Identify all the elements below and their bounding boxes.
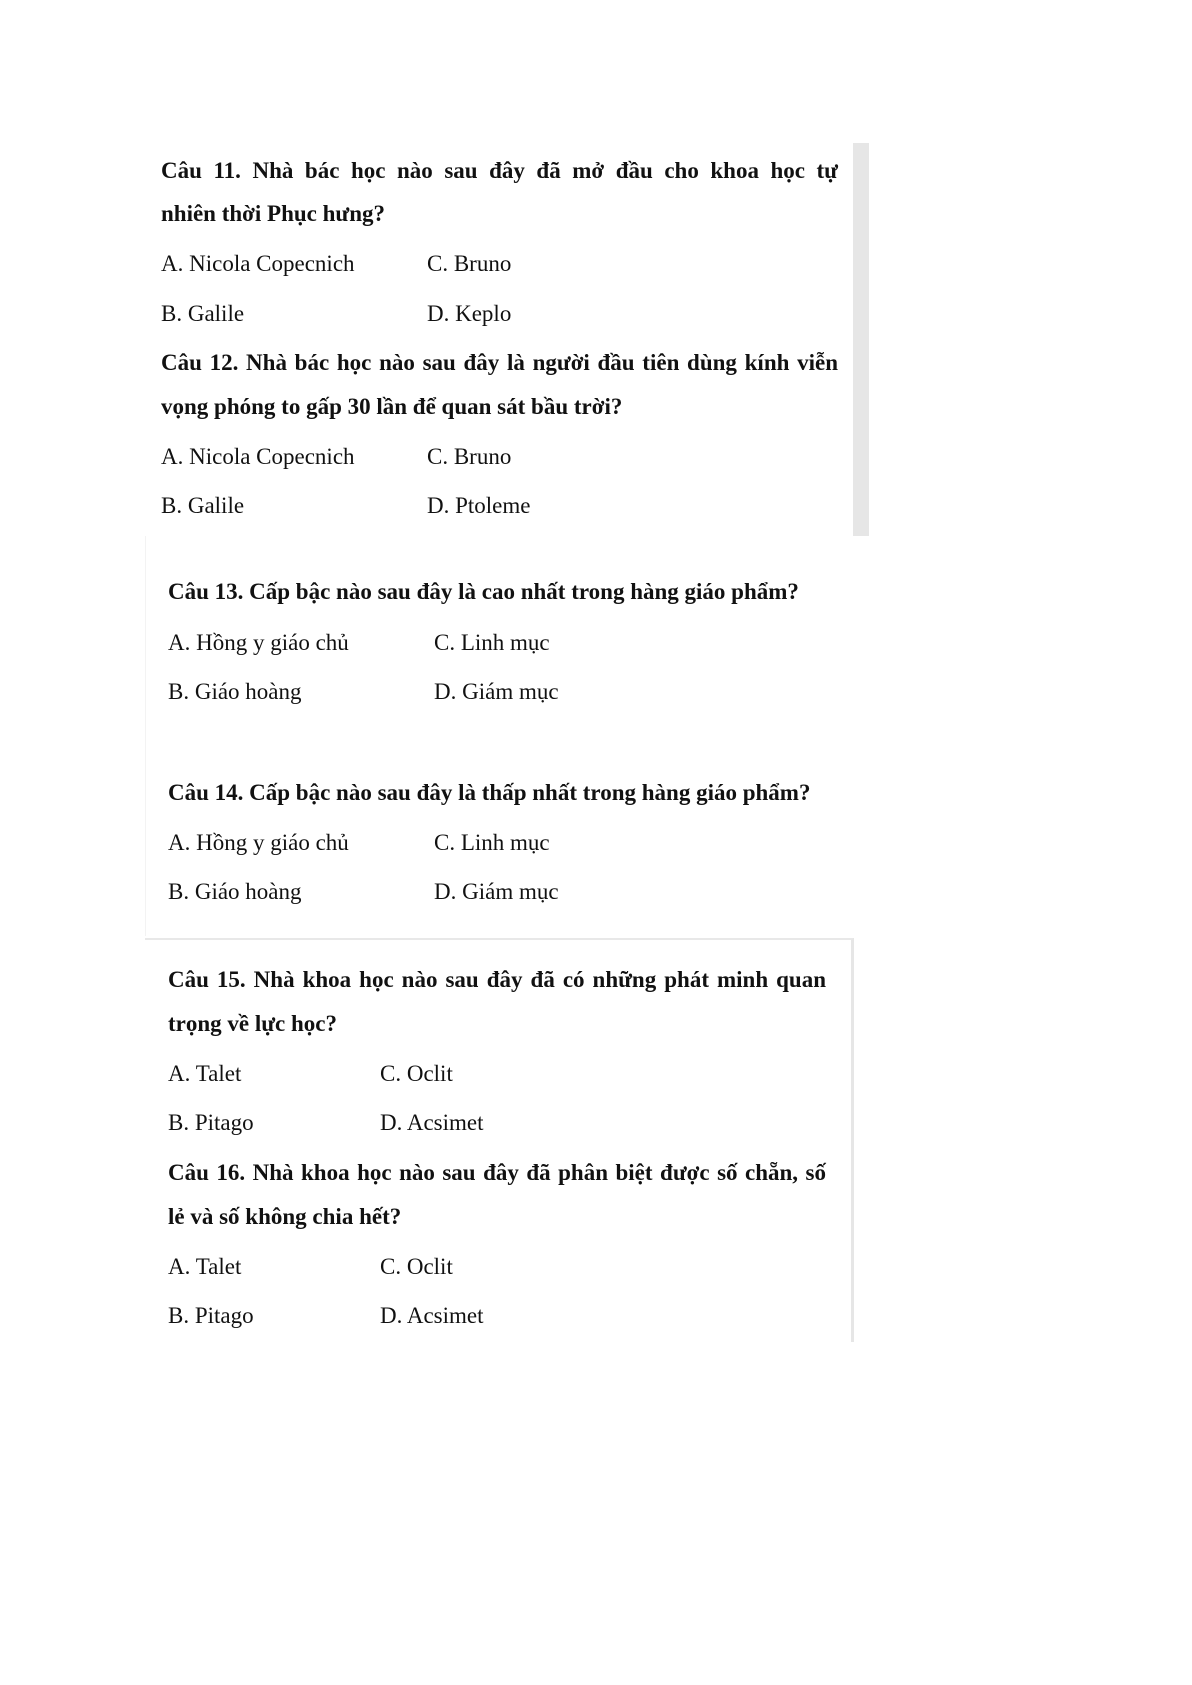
question-15-option-c[interactable]: C. Oclit	[380, 1061, 453, 1086]
question-11-line-1: Câu 11. Nhà bác học nào sau đây đã mở đầu cho khoa học tự	[161, 158, 838, 183]
question-12-option-d[interactable]: D. Ptoleme	[427, 493, 531, 518]
question-16-option-c[interactable]: C. Oclit	[380, 1254, 453, 1279]
question-13-line-1: Câu 13. Cấp bậc nào sau đây là cao nhất trong hàng giáo phẩm?	[168, 579, 799, 604]
question-12-option-c[interactable]: C. Bruno	[427, 444, 512, 469]
question-14-option-d[interactable]: D. Giám mục	[434, 879, 559, 904]
question-11-option-b[interactable]: B. Galile	[161, 301, 245, 326]
question-13-option-c[interactable]: C. Linh mục	[434, 630, 550, 655]
question-13-option-a[interactable]: A. Hồng y giáo chủ	[168, 630, 349, 655]
question-11-option-d[interactable]: D. Keplo	[427, 301, 512, 326]
question-12-line-1: Câu 12. Nhà bác học nào sau đây là người đầu tiên dùng kính viễn	[161, 350, 838, 375]
question-15-line-1: Câu 15. Nhà khoa học nào sau đây đã có những phát minh quan	[168, 967, 826, 992]
question-14-option-a[interactable]: A. Hồng y giáo chủ	[168, 830, 349, 855]
question-16-line-2: lẻ và số không chia hết?	[168, 1204, 402, 1229]
question-12-option-a[interactable]: A. Nicola Copecnich	[161, 444, 355, 469]
question-14-option-b[interactable]: B. Giáo hoàng	[168, 879, 302, 904]
panel-edge-strip	[853, 143, 869, 536]
question-15-option-a[interactable]: A. Talet	[168, 1061, 242, 1086]
question-15-option-b[interactable]: B. Pitago	[168, 1110, 254, 1135]
question-14-line-1: Câu 14. Cấp bậc nào sau đây là thấp nhất trong hàng giáo phẩm?	[168, 780, 811, 805]
question-15-option-d[interactable]: D. Acsimet	[380, 1110, 484, 1135]
question-12-option-b[interactable]: B. Galile	[161, 493, 245, 518]
question-12-line-2: vọng phóng to gấp 30 lần để quan sát bầu trời?	[161, 394, 623, 419]
question-16-option-b[interactable]: B. Pitago	[168, 1303, 254, 1328]
question-16-option-d[interactable]: D. Acsimet	[380, 1303, 484, 1328]
question-16-option-a[interactable]: A. Talet	[168, 1254, 242, 1279]
question-13-option-d[interactable]: D. Giám mục	[434, 679, 559, 704]
question-14-option-c[interactable]: C. Linh mục	[434, 830, 550, 855]
question-13-option-b[interactable]: B. Giáo hoàng	[168, 679, 302, 704]
question-15-line-2: trọng về lực học?	[168, 1011, 338, 1036]
question-11-option-c[interactable]: C. Bruno	[427, 251, 512, 276]
question-11-line-2: nhiên thời Phục hưng?	[161, 201, 386, 226]
question-11-option-a[interactable]: A. Nicola Copecnich	[161, 251, 355, 276]
question-16-line-1: Câu 16. Nhà khoa học nào sau đây đã phân biệt được số chẵn, số	[168, 1160, 826, 1185]
